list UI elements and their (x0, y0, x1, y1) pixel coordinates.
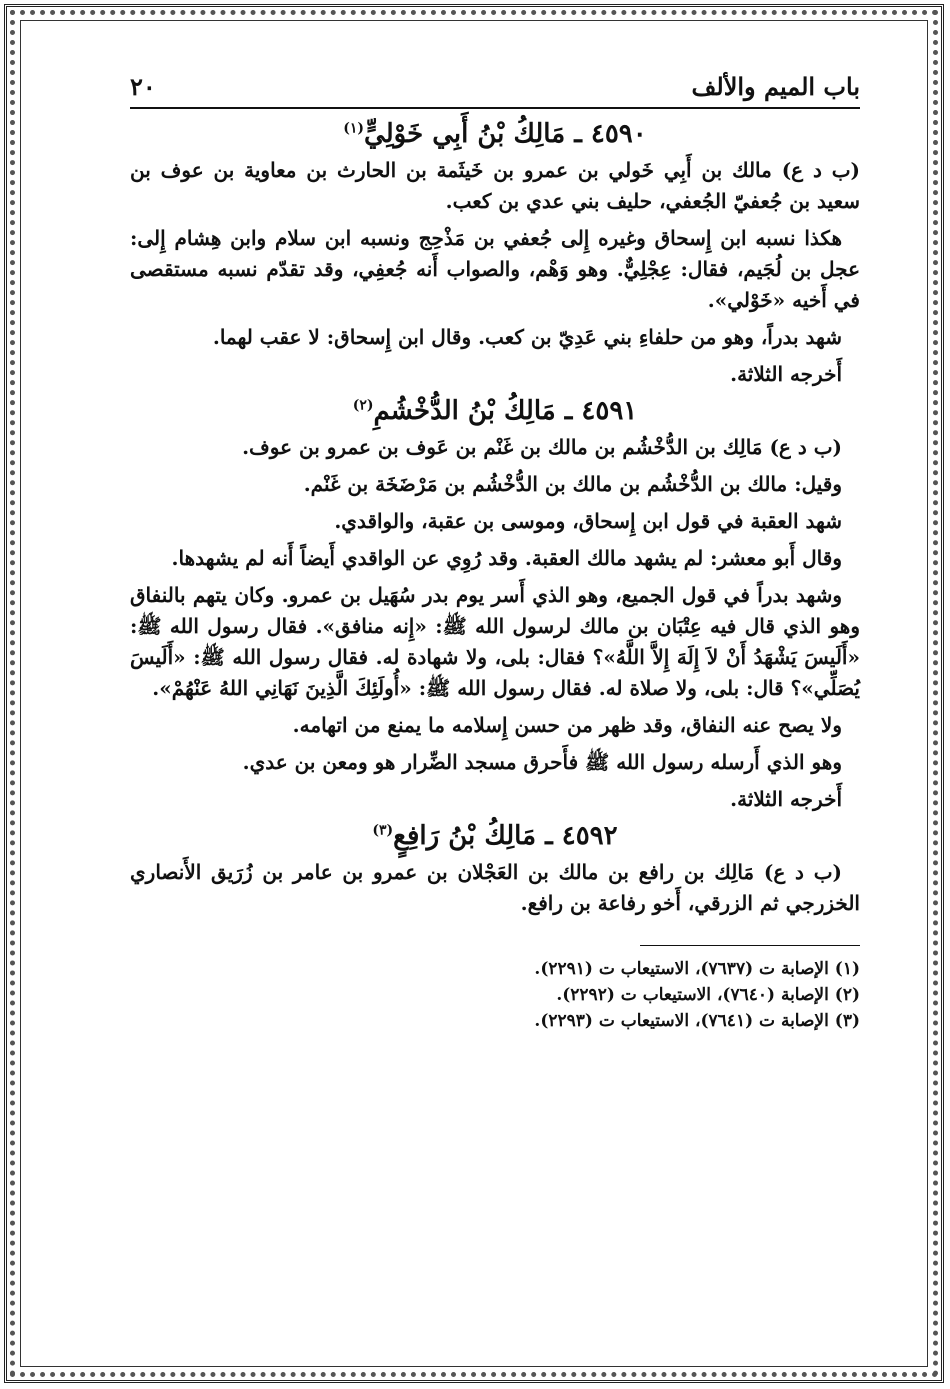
entry-title-4592 (130, 821, 860, 851)
section-title: باب الميم والألف (691, 72, 860, 101)
entry-paragraph: أَخرجه الثلاثة. (730, 362, 842, 386)
entry-title-4591 (130, 396, 860, 426)
running-header (130, 72, 860, 109)
footnote-3: (٣) الإصابة ت (٧٦٤١)، الاستيعاب ت (٢٢٩٣). (534, 1011, 860, 1031)
footnote-marker: (١) (343, 120, 365, 137)
entry-paragraph: وقيل: مالك بن الدُّخْشُم بن مالك بن الدُّخْشُم بن مَرْضَخَة بن غَنْم. (303, 472, 842, 496)
entry-title-text: ٤٥٩١ ـ مَالِكُ بْنُ الدُّخْشُمِ (373, 396, 638, 426)
entry-paragraph: (ب د ع) مَالِك بن رافع بن مالك بن العَجْلان بن عمرو بن عامر بن زُرَيق الأَنصاري الخزرجي ثم الزرقي، أَخو رفاعة بن رافع. (130, 860, 860, 915)
entry-paragraph: وقال أَبو معشر: لم يشهد مالك العقبة. وقد رُوِي عن الواقدي أَيضاً أَنه لم يشهدها. (171, 546, 842, 570)
footnote-1: (١) الإصابة ت (٧٦٣٧)، الاستيعاب ت (٢٢٩١). (534, 959, 860, 979)
footnote-marker: (٢) (352, 397, 374, 414)
footnote-divider (640, 945, 860, 946)
entry-paragraph: هكذا نسبه ابن إِسحاق وغيره إِلى جُعفي بن مَذْحِج ونسبه ابن سلام وابن هِشام إِلى: عجل بن لُجَيم، فقال: عِجْلِيٌّ. وهو وَهْم، والصواب أَنه جُعفِي، وقد تقدّم نسبه مستقصى في أَخيه «خَوْلي». (130, 226, 861, 312)
entry-paragraph: وشهد بدراً في قول الجميع، وهو الذي أَسر يوم بدر سُهَيل بن عمرو. وكان يتهم بالنفاق وهو الذي قال فيه عِتْبَان بن مالك لرسول الله ﷺ: «إِنه منافق». فقال رسول الله ﷺ: «أَلَيسَ يَشْهَدُ أَنْ لاَ إِلَهَ إِلاَّ اللَّهُ»؟ فقال: بلى، ولا شهادة له. فقال رسول الله ﷺ: «أَلَيسَ يُصَلِّي»؟ قال: بلى، ولا صلاة له. فقال رسول الله ﷺ: «أُولَئِكَ الَّذِينَ نَهَانِي اللهُ عَنْهُمْ». (130, 583, 860, 700)
entry-paragraph: (ب د ع) مَالِك بن الدُّخْشُم بن مالك بن غَنْم بن عَوف بن عمرو بن عوف. (242, 435, 842, 459)
entry-paragraph: أَخرجه الثلاثة. (730, 787, 842, 811)
footnote-2: (٢) الإصابة (٧٦٤٠)، الاستيعاب ت (٢٢٩٢). (556, 985, 860, 1005)
entry-title-text: ٤٥٩٢ ـ مَالِكُ بْنُ رَافِعٍ (393, 821, 618, 851)
book-page (130, 72, 860, 1034)
entry-paragraph: (ب د ع) مالك بن أَبِي خَولي بن عمرو بن خَيثَمة بن الحارث بن معاوية بن عوف بن سعيد بن جُعفيّ الجُعفي، حليف بني عدي بن كعب. (130, 158, 860, 213)
page-number: ٢٠ (130, 72, 156, 101)
entry-title-4590 (130, 119, 860, 149)
footnote-marker: (٣) (372, 822, 394, 839)
entry-title-text: ٤٥٩٠ ـ مَالِكُ بْنُ أَبِي خَوْلِيٍّ (364, 119, 647, 149)
entry-paragraph: شهد العقبة في قول ابن إِسحاق، وموسى بن عقبة، والواقدي. (334, 509, 842, 533)
entry-paragraph: ولا يصح عنه النفاق، وقد ظهر من حسن إِسلامه ما يمنع من اتهامه. (292, 713, 842, 737)
entry-paragraph: شهد بدراً، وهو من حلفاءِ بني عَدِيّ بن كعب. وقال ابن إِسحاق: لا عقب لهما. (212, 325, 842, 349)
entry-paragraph: وهو الذي أَرسله رسول الله ﷺ فأَحرق مسجد الضِّرار هو ومعن بن عدي. (242, 750, 842, 774)
